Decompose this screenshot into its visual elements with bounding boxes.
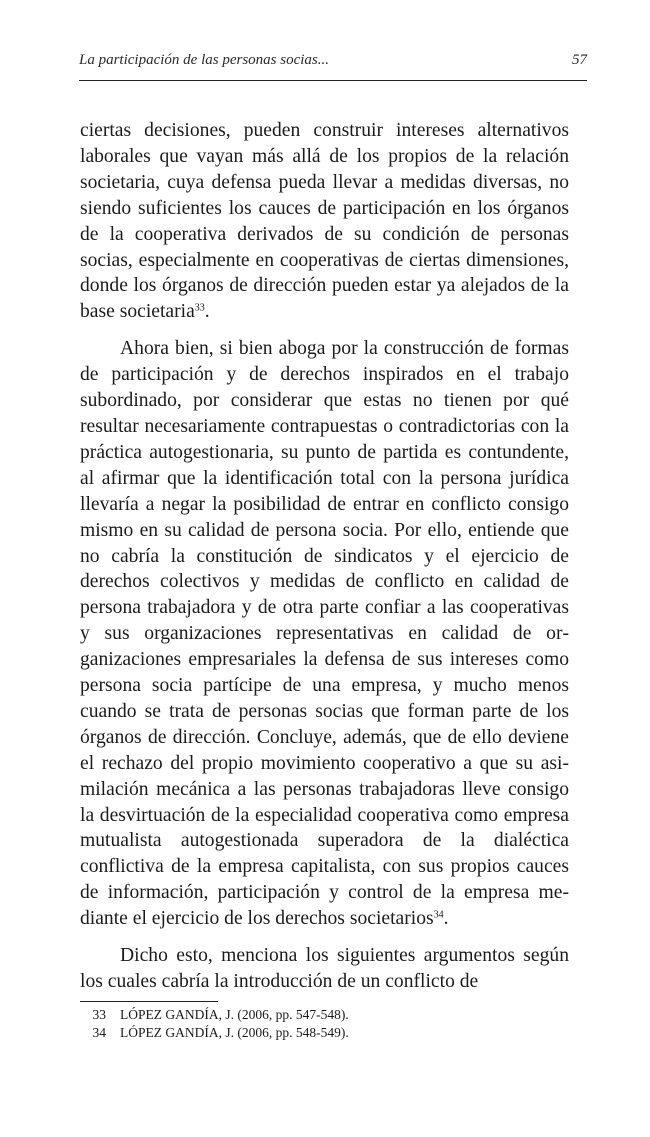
paragraph-1-end: . [204, 301, 210, 323]
footnote-rule [80, 1001, 218, 1002]
paragraph-1-text: ciertas decisiones, pueden construir intereses alternativos laborales que vayan más allá de los propios de la relación societaria, cuya defensa pueda llevar a medidas diversas, no siendo suficientes los cauces de participación en los órganos de la cooperativa derivados de su condición de personas socias, especialmente en cooperativas de ciertas dimensiones, donde los órganos de dirección pueden estar ya alejados de la base societaria [80, 120, 569, 323]
footnote-number: 34 [92, 1025, 106, 1040]
paragraph-2 [80, 336, 569, 932]
paragraph-2-end: . [443, 908, 449, 930]
footnote-ref-34[interactable]: 34 [433, 909, 444, 921]
footnotes [80, 1006, 569, 1042]
footnote-34 [80, 1024, 569, 1042]
running-title: La participación de las personas socias... [79, 52, 329, 68]
paragraph-1 [80, 118, 569, 325]
footnote-number: 33 [92, 1007, 106, 1022]
footnote-33 [80, 1006, 569, 1024]
paragraph-2-text: Ahora bien, si bien aboga por la construcción de formas de participación y de derechos inspirados en el trabajo subordinado, por considerar que estas no tienen por qué resultar necesariamente contrapuestas o contradictorias con la práctica autogestionaria, su punto de partida es contundente, al afirmar que la identificación total con la persona jurídica llevaría a negar la posibilidad de entrar en conflicto consigo mismo en su calidad de persona socia. Por ello, entiende que no cabría la constitución de sindicatos y el ejercicio de derechos colectivos y medidas de conflicto en calidad de persona trabajadora y de otra parte confiar a las cooperativas y sus organizaciones representativas en calidad de organizaciones empresariales la defensa de sus intereses como persona socia partícipe de una empresa, y mucho menos cuando se trata de personas socias que forman parte de los órganos de dirección. Concluye, además, que de ello deviene el rechazo del propio movimiento cooperativo a que su asimilación mecánica a las personas trabajadoras lleve consigo la desvirtuación de la especialidad cooperativa como empresa mutualista autogestionada superadora de la dialéctica conflictiva de la empresa capitalista, con sus propios cauces de información, participación y control de la empresa mediante el ejercicio de los derechos societarios [80, 338, 569, 930]
footnote-text: LÓPEZ GANDÍA, J. (2006, pp. 547-548). [120, 1007, 349, 1022]
header-rule [79, 80, 587, 81]
running-header [79, 52, 587, 74]
body-text [80, 118, 569, 995]
page-number: 57 [572, 52, 587, 68]
paragraph-3 [80, 943, 569, 995]
footnote-ref-33[interactable]: 33 [194, 302, 205, 314]
footnote-text: LÓPEZ GANDÍA, J. (2006, pp. 548-549). [120, 1025, 349, 1040]
paragraph-3-text: Dicho esto, menciona los siguientes argumentos según los cuales cabría la introducción de un conflicto de [80, 945, 569, 992]
